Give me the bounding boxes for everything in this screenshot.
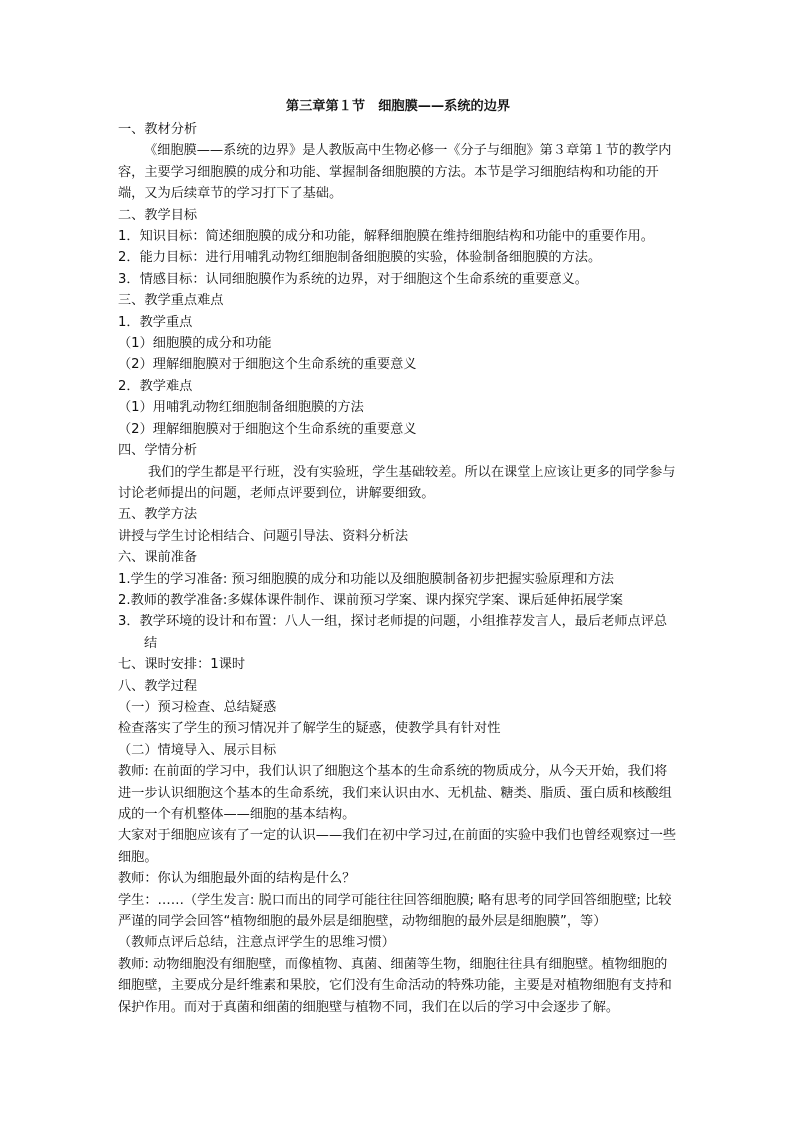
dialogue-teacher: 教师: 在前面的学习中，我们认识了细胞这个基本的生命系统的物质成分，从今天开始，我们将进一步认识细胞这个基本的生命系统，我们来认识由水、无机盐、糖类、脂质、蛋白质和核酸组成的一个有机整体——细胞的基本结构。 bbox=[118, 764, 672, 822]
goal-knowledge: 1．知识目标：简述细胞膜的成分和功能，解释细胞膜在维持细胞结构和功能中的重要作用。 bbox=[118, 229, 654, 245]
difficulty-item: （2）理解细胞膜对于细胞这个生命系统的重要意义 bbox=[118, 421, 417, 437]
document-page bbox=[118, 96, 678, 1018]
subheading-difficulties: 2．教学难点 bbox=[118, 378, 193, 394]
dialogue-note: （教师点评后总结，注意点评学生的思维习惯） bbox=[118, 935, 395, 951]
process-step-text: 检查落实了学生的预习情况并了解学生的疑惑，使教学具有针对性 bbox=[118, 721, 501, 737]
prep-teacher: 2.教师的教学准备:多媒体课件制作、课前预习学案、课内探究学案、课后延伸拓展学案 bbox=[118, 592, 623, 608]
dialogue-teacher-question: 教师：你认为细胞最外面的结构是什么？ bbox=[118, 871, 356, 887]
document-title: 第三章第１节 细胞膜——系统的边界 bbox=[285, 99, 511, 114]
paragraph-student-analysis: 我们的学生都是平行班，没有实验班，学生基础较差。所以在课堂上应该让更多的同学参与讨论老师提出的问题，老师点评要到位，讲解要细致。 bbox=[118, 464, 676, 501]
goal-ability: 2．能力目标：进行用哺乳动物红细胞制备细胞膜的实验，体验制备细胞膜的方法。 bbox=[118, 250, 602, 266]
process-step-heading: （一）预习检查、总结疑惑 bbox=[118, 699, 277, 715]
prep-student: 1.学生的学习准备: 预习细胞膜的成分和功能以及细胞膜制备初步把握实验原理和方法 bbox=[118, 571, 614, 587]
paragraph-teaching-methods: 讲授与学生讨论相结合、问题引导法、资料分析法 bbox=[118, 528, 409, 544]
heading-textbook-analysis: 一、教材分析 bbox=[118, 122, 198, 137]
heading-schedule: 七、课时安排：1课时 bbox=[118, 657, 246, 673]
heading-key-points: 三、教学重点难点 bbox=[118, 293, 224, 309]
heading-teaching-goals: 二、教学目标 bbox=[118, 207, 198, 223]
dialogue-student: 学生：……（学生发言: 脱口而出的同学可能往往回答细胞膜; 略有思考的同学回答细胞壁; 比较严谨的同学会回答“植物细胞的最外层是细胞壁，动物细胞的最外层是细胞膜”，等） bbox=[118, 892, 672, 930]
difficulty-item: （1）用哺乳动物红细胞制备细胞膜的方法 bbox=[118, 400, 364, 416]
key-point-item: （1）细胞膜的成分和功能 bbox=[118, 336, 272, 352]
subheading-key-points: 1．教学重点 bbox=[118, 314, 193, 330]
heading-student-analysis: 四、学情分析 bbox=[118, 443, 198, 459]
heading-preparation: 六、课前准备 bbox=[118, 550, 198, 566]
prep-environment: 3．教学环境的设计和布置：八人一组，探讨老师提的问题，小组推荐发言人，最后老师点评总结 bbox=[118, 614, 668, 651]
goal-emotion: 3．情感目标：认同细胞膜作为系统的边界，对于细胞这个生命系统的重要意义。 bbox=[118, 271, 588, 287]
heading-teaching-methods: 五、教学方法 bbox=[118, 507, 198, 523]
dialogue-narration: 大家对于细胞应该有了一定的认识——我们在初中学习过,在前面的实验中我们也曾经观察过一些细胞。 bbox=[118, 828, 677, 865]
process-step-heading: （二）情境导入、展示目标 bbox=[118, 742, 277, 758]
dialogue-teacher-explanation: 教师: 动物细胞没有细胞壁，而像植物、真菌、细菌等生物，细胞往往具有细胞壁。植物细胞的细胞壁，主要成分是纤维素和果胶，它们没有生命活动的特殊功能，主要是对植物细胞有支持和保护作用。而对于真菌和细菌的细胞壁与植物不同，我们在以后的学习中会逐步了解。 bbox=[118, 956, 672, 1015]
key-point-item: （2）理解细胞膜对于细胞这个生命系统的重要意义 bbox=[118, 357, 417, 373]
paragraph-textbook-analysis: 《细胞膜——系统的边界》是人教版高中生物必修一《分子与细胞》第３章第１节的教学内容，主要学习细胞膜的成分和功能、掌握制备细胞膜的方法。本节是学习细胞结构和功能的开端，又为后续章节的学习打下了基础。 bbox=[118, 143, 672, 202]
heading-teaching-process: 八、教学过程 bbox=[118, 678, 198, 694]
